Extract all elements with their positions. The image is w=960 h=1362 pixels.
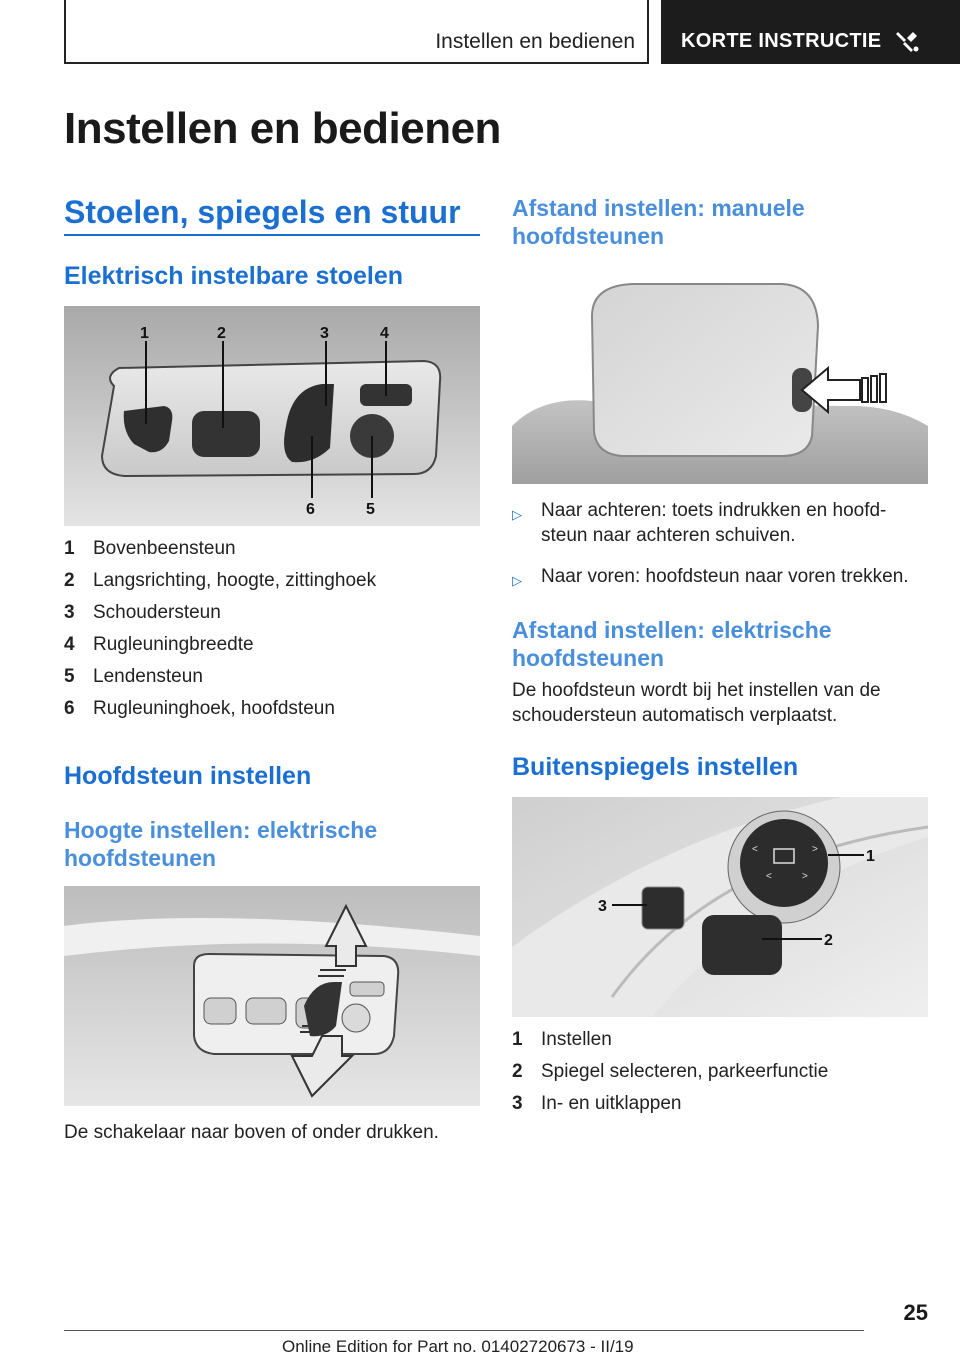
heading-headrest: Hoofdsteun instellen xyxy=(64,762,312,790)
item-number: 4 xyxy=(64,634,75,655)
heading-mirrors: Buitenspiegels instellen xyxy=(512,753,799,781)
mirror-legend-list xyxy=(512,1029,828,1125)
bullet-text: Naar voren: hoofdsteun naar voren trekken. xyxy=(541,566,909,587)
seat-callout-3: 3 xyxy=(320,325,329,342)
triangle-bullet-icon: ▷ xyxy=(512,573,522,588)
item-number: 2 xyxy=(512,1061,523,1082)
item-number: 1 xyxy=(64,538,75,559)
seat-callout-2: 2 xyxy=(217,325,226,342)
heading-electric-seats: Elektrisch instelbare stoelen xyxy=(64,262,404,290)
svg-text:<: < xyxy=(752,844,758,855)
triangle-bullet-icon: ▷ xyxy=(512,507,522,522)
header-frame xyxy=(64,0,649,64)
mirror-callout-1: 1 xyxy=(866,848,875,865)
svg-text:<: < xyxy=(766,871,772,882)
list-item xyxy=(64,538,376,570)
footer-divider xyxy=(64,1330,864,1331)
item-number: 3 xyxy=(512,1093,523,1114)
seat-controls-figure xyxy=(64,306,480,526)
section-heading-seats-mirrors: Stoelen, spiegels en stuur xyxy=(64,194,461,230)
item-number: 2 xyxy=(64,570,75,591)
height-caption: De schakelaar naar boven of onder drukken. xyxy=(64,1122,439,1143)
list-item xyxy=(64,602,376,634)
list-item xyxy=(512,1093,828,1125)
headrest-height-illustration xyxy=(64,886,480,1106)
heading-manual-headrest: Afstand instellen: manuele hoofdsteunen xyxy=(512,195,805,249)
header-tab[interactable] xyxy=(661,0,960,64)
list-item xyxy=(64,570,376,602)
header-tab-label: KORTE INSTRUCTIE xyxy=(681,30,882,52)
item-number: 6 xyxy=(64,698,75,719)
mirror-callout-2: 2 xyxy=(824,932,833,949)
item-text: Schoudersteun xyxy=(93,602,221,623)
bullet-text: Naar achteren: toets indrukken en hoofd-steun naar achteren schuiven. xyxy=(541,500,887,546)
item-text: Bovenbeensteun xyxy=(93,538,236,559)
list-item xyxy=(512,498,928,548)
heading-electric-headrest: Afstand instellen: elektrische hoofdsteunen xyxy=(512,617,832,671)
item-number: 1 xyxy=(512,1029,523,1050)
list-item xyxy=(64,666,376,698)
header-section-title: Instellen en bedienen xyxy=(435,30,635,53)
item-text: Instellen xyxy=(541,1029,612,1050)
seat-callout-6: 6 xyxy=(306,501,315,518)
seat-callout-5: 5 xyxy=(366,501,375,518)
page-title: Instellen en bedienen xyxy=(64,104,501,153)
electric-headrest-text: De hoofdsteun wordt bij het instellen van de schoudersteun automatisch verplaatst. xyxy=(512,680,881,726)
section-divider xyxy=(64,234,480,236)
list-item xyxy=(512,1061,828,1093)
list-item xyxy=(64,634,376,666)
item-text: In- en uitklappen xyxy=(541,1093,682,1114)
mirror-callout-3: 3 xyxy=(598,898,607,915)
svg-text:>: > xyxy=(812,844,818,855)
item-text: Rugleuningbreedte xyxy=(93,634,254,655)
item-text: Rugleuninghoek, hoofdsteun xyxy=(93,698,335,719)
item-number: 5 xyxy=(64,666,75,687)
manual-headrest-illustration xyxy=(512,276,928,484)
seat-callout-1: 1 xyxy=(140,325,149,342)
list-item xyxy=(512,564,928,593)
svg-text:>: > xyxy=(802,871,808,882)
mirror-controls-illustration xyxy=(512,797,928,1017)
heading-height-electric: Hoogte instellen: elektrische hoofdsteunen xyxy=(64,817,378,871)
mirror-controls-figure xyxy=(512,797,928,1017)
seat-callout-4: 4 xyxy=(380,325,389,342)
manual-headrest-figure xyxy=(512,276,928,484)
item-text: Lendensteun xyxy=(93,666,203,687)
seat-legend-list xyxy=(64,538,376,730)
item-text: Spiegel selecteren, parkeerfunctie xyxy=(541,1061,829,1082)
manual-headrest-bullets xyxy=(512,498,928,609)
list-item xyxy=(512,1029,828,1061)
footer-edition-text: Online Edition for Part no. 01402720673 - II/19 xyxy=(282,1337,634,1356)
item-number: 3 xyxy=(64,602,75,623)
list-item xyxy=(64,698,376,730)
seat-controls-illustration xyxy=(64,306,480,526)
item-text: Langsrichting, hoogte, zittinghoek xyxy=(93,570,377,591)
page-number: 25 xyxy=(903,1300,928,1325)
headrest-height-figure xyxy=(64,886,480,1106)
tools-icon xyxy=(895,28,921,54)
